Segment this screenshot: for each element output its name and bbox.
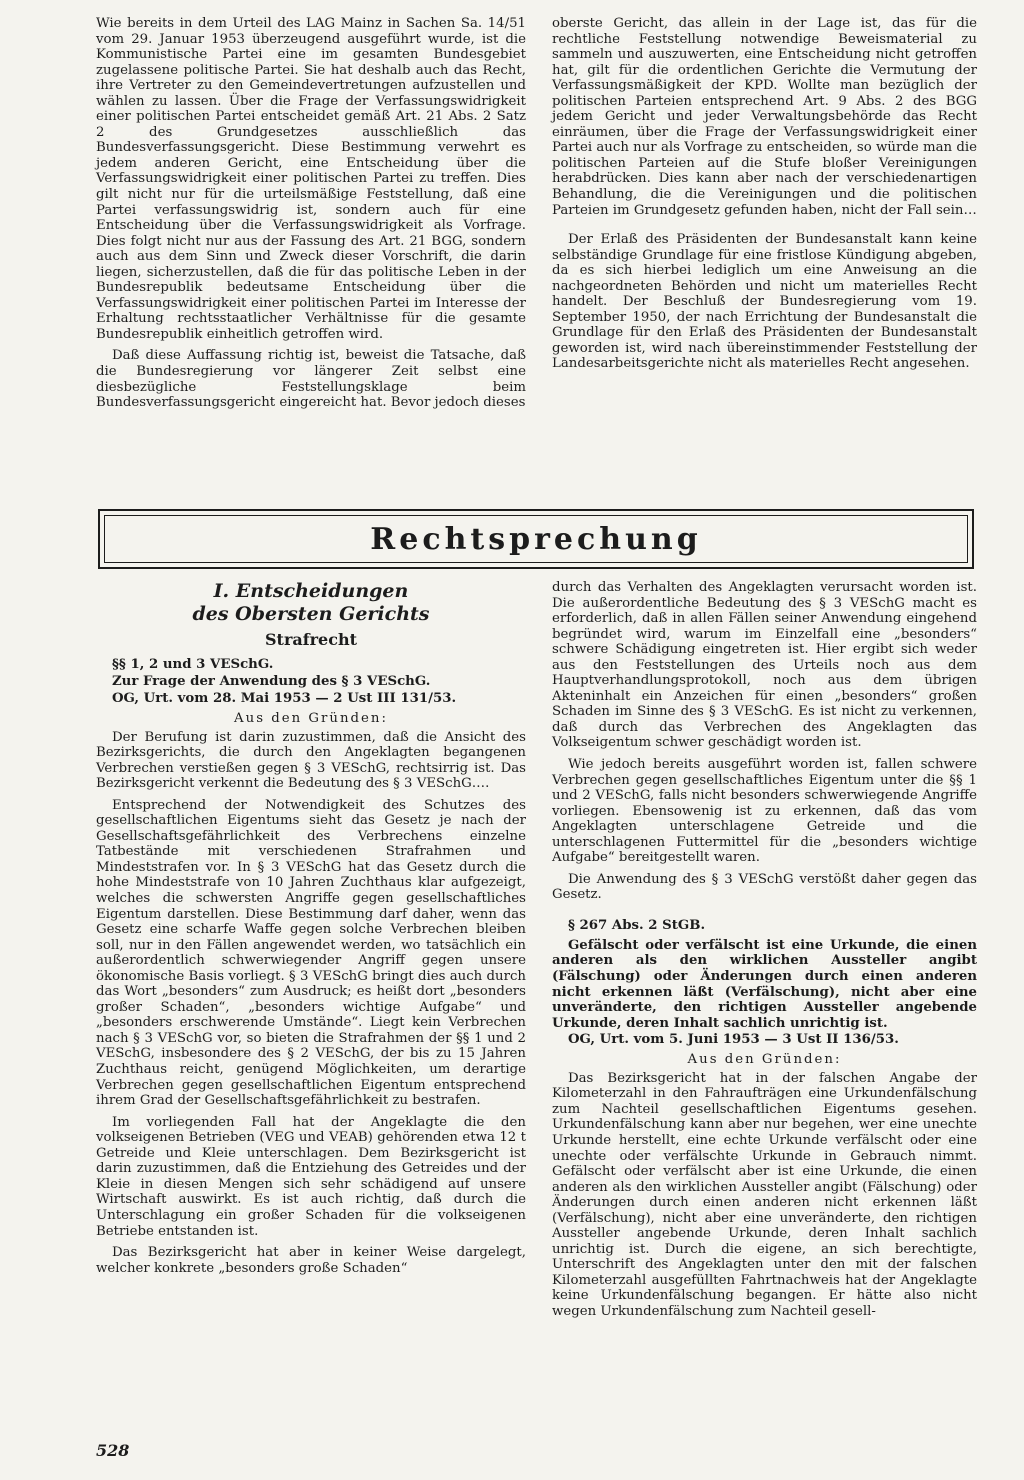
- case-citation: OG, Urt. vom 5. Juni 1953 — 3 Ust II 136/53.: [567, 1032, 899, 1048]
- section-heading-line-1: I. Entscheidungen: [213, 580, 409, 602]
- section-banner: [98, 509, 974, 569]
- body-paragraph: Das Bezirksgericht hat in der falschen Angabe der Kilometerzahl in den Fahraufträgen eine Urkundenfälschung zum Nachteil gesellschaftlichen Eigentums gesehen. Urkundenfälschung kann aber nur begehen, wer eine unechte Urkunde herstellt, eine echte Urkunde verfälscht oder eine unechte oder verfälschte Urkunde in Gebrauch nimmt. Gefälscht oder verfälscht aber ist eine Urkunde, die einen anderen als den wirklichen Aussteller angibt (Fälschung) oder Änderungen durch einen anderen nicht erkennen läßt (Verfälschung), nicht aber eine unveränderte, den richtigen Aussteller angebende Urkunde, deren Inhalt sachlich unrichtig ist. Durch die eigene, an sich berechtigte, Unterschrift des Angeklagten unter den mit der falschen Kilometerzahl ausgefüllten Fahrtnachweis hat der Angeklagte keine Urkundenfälschung begangen. Er hätte also nicht wegen Urkundenfälschung zum Nachteil gesell-: [552, 1070, 977, 1319]
- case-topic: Zur Frage der Anwendung des § 3 VESchG.: [111, 674, 431, 689]
- section-heading-line-2: des Obersten Gerichts: [192, 603, 430, 625]
- top-left-column: [96, 16, 526, 411]
- body-paragraph: Wie bereits in dem Urteil des LAG Mainz in Sachen Sa. 14/51 vom 29. Januar 1953 überzeugend ausgeführt wurde, ist die Kommunistische Partei eine im gesamten Bundesgebiet zugelassene politische Partei. Sie hat deshalb auch das Recht, ihre Vertreter zu den Gemeindevertretungen aufzustellen und wählen zu lassen. Über die Frage der Verfassungswidrigkeit einer politischen Partei entscheidet gemäß Art. 21 Abs. 2 Satz 2 des Grundgesetzes ausschließlich das Bundesverfassungsgericht. Diese Bestimmung verwehrt es jedem anderen Gericht, eine Entscheidung über die Verfassungswidrigkeit einer politischen Partei zu treffen. Dies gilt nicht nur für die urteilsmäßige Feststellung, daß eine Partei verfassungswidrig ist, sondern auch für eine Entscheidung über die Verfassungswidrigkeit als Vorfrage. Dies folgt nicht nur aus der Fassung des Art. 21 BGG, sondern auch aus dem Sinn und Zweck dieser Vorschrift, die darin liegen, sicherzustellen, daß die für das politische Leben in der Bundesrepublik bedeutsame Entscheidung über die Verfassungswidrigkeit einer politischen Partei im Interesse der Erhaltung rechtsstaatlicher Verhältnisse für die gesamte Bundesrepublik einheitlich getroffen wird.: [96, 16, 526, 342]
- case-citation: OG, Urt. vom 28. Mai 1953 — 2 Ust III 131/53.: [111, 691, 457, 706]
- body-paragraph: Die Anwendung des § 3 VESchG verstößt daher gegen das Gesetz.: [552, 871, 977, 903]
- reasons-label: Aus den Gründen:: [687, 1052, 842, 1068]
- body-paragraph: Wie jedoch bereits ausgeführt worden ist, fallen schwere Verbrechen gegen gesellschaftliches Eigentum unter die §§ 1 und 2 VESchG, falls nicht besonders schwerwiegende Angriffe vorliegen. Ebensowenig ist zu erkennen, daß das vom Angeklagten unterschlagene Getreide und die unterschlagenen Futtermittel für die „besonders wichtige Aufgabe“ bereitgestellt waren.: [552, 757, 977, 866]
- body-paragraph: Der Erlaß des Präsidenten der Bundesanstalt kann keine selbständige Grundlage für eine fristlose Kündigung abgeben, da es sich hierbei lediglich um eine Anweisung an die nachgeordneten Behörden und nicht um materielles Recht handelt. Der Beschluß der Bundesregierung vom 19. September 1950, der nach Errichtung der Bundesanstalt die Grundlage für den Erlaß des Präsidenten der Bundesanstalt geworden ist, wird nach übereinstimmender Feststellung der Landesarbeitsgerichte nicht als materielles Recht angesehen.: [552, 232, 977, 372]
- banner-title: Rechtsprechung: [370, 521, 702, 557]
- body-paragraph: Der Berufung ist darin zuzustimmen, daß die Ansicht des Bezirksgerichts, die durch den Angeklagten begangenen Verbrechen verstießen gegen § 3 VESchG, rechtsirrig ist. Das Bezirksgericht verkennt die Bedeutung des § 3 VESchG….: [96, 729, 526, 792]
- body-paragraph: Daß diese Auffassung richtig ist, beweist die Tatsache, daß die Bundesregierung vor längerer Zeit selbst eine diesbezügliche Feststellungsklage beim Bundesverfassungsgericht eingereicht hat. Bevor jedoch dieses: [96, 348, 526, 411]
- body-paragraph: oberste Gericht, das allein in der Lage ist, das für die rechtliche Feststellung notwendige Beweismaterial zu sammeln und auszuwerten, eine Entscheidung nicht getroffen hat, gilt für die ordentlichen Gerichte die Vermutung der Verfassungsmäßigkeit der KPD. Wollte man bezüglich der politischen Parteien entsprechend Art. 9 Abs. 2 des BGG jedem Gericht und jeder Verwaltungsbehörde das Recht einräumen, über die Frage der Verfassungswidrigkeit einer Partei auch nur als Vorfrage zu entscheiden, so würde man die politischen Parteien auf die Stufe bloßer Vereinigungen herabdrücken. Dies kann aber nach der verschiedenartigen Behandlung, die die Vereinigungen und die politischen Parteien im Grundgesetz gefunden haben, nicht der Fall sein…: [552, 16, 977, 218]
- body-paragraph: Entsprechend der Notwendigkeit des Schutzes des gesellschaftlichen Eigentums sieht das Gesetz je nach der Gesellschaftsgefährlichkeit des Verbrechens einzelne Tatbestände mit verschiedenen Strafrahmen und Mindeststrafen vor. In § 3 VESchG hat das Gesetz durch die hohe Mindeststrafe von 10 Jahren Zuchthaus klar aufgezeigt, welches die schwersten Angriffe gegen gesellschaftliches Eigentum darstellen. Diese Bestimmung darf daher, wenn das Gesetz eine scharfe Waffe gegen solche Verbrechen bleiben soll, nur in den Fällen angewendet werden, wo tatsächlich ein außerordentlich schwerwiegender Angriff gegen unsere ökonomische Basis vorliegt. § 3 VESchG bringt dies auch durch das Wort „besonders“ zum Ausdruck; es heißt dort „besonders großer Schaden“, „besonders wichtige Aufgabe“ und „besonders erschwerende Umstände“. Liegt kein Verbrechen nach § 3 VESchG vor, so bieten die Strafrahmen der §§ 1 und 2 VESchG, insbesondere des § 2 VESchG, der bis zu 15 Jahren Zuchthaus reicht, genügend Möglichkeiten, um derartige Verbrechen gegen gesellschaftlichen Eigentum entsprechend ihrem Grad der Gesellschaftsgefährlichkeit zu bestrafen.: [96, 797, 526, 1109]
- body-paragraph: Das Bezirksgericht hat aber in keiner Weise dargelegt, welcher konkrete „besonders große Schaden“: [96, 1245, 526, 1276]
- body-paragraph: Im vorliegenden Fall hat der Angeklagte die den volkseigenen Betrieben (VEG und VEAB) gehörenden etwa 12 t Getreide und Kleie unterschlagen. Dem Bezirksgericht ist darin zuzustimmen, daß die Entziehung des Getreides und der Kleie in diesen Mengen sich sehr schädigend auf unsere Wirtschaft auswirkt. Es ist auch richtig, daß durch die Unterschlagung ein großer Schaden für die volkseigenen Betriebe entstanden ist.: [96, 1114, 526, 1239]
- body-paragraph: durch das Verhalten des Angeklagten verursacht worden ist. Die außerordentliche Bedeutung des § 3 VESchG macht es erforderlich, daß in allen Fällen seiner Anwendung eingehend begründet wird, warum im Einzelfall eine „besonders“ schwere Schädigung eingetreten ist. Hier ergibt sich weder aus den Feststellungen des Urteils noch aus dem Hauptverhandlungsprotokoll, noch aus dem übrigen Akteninhalt ein Anzeichen für einen „besonders“ großen Schaden im Sinne des § 3 VESchG. Es ist nicht zu verkennen, daß durch das Verbrechen des Angeklagten das Volkseigentum schwer geschädigt worden ist.: [552, 580, 977, 751]
- page-number: 528: [96, 1441, 130, 1460]
- bottom-right-column: [552, 580, 977, 1320]
- reasons-label: Aus den Gründen:: [234, 711, 388, 726]
- sub-heading: Strafrecht: [265, 630, 357, 649]
- top-right-column: [552, 16, 977, 372]
- law-reference: §§ 1, 2 und 3 VESchG.: [111, 657, 274, 672]
- law-reference: § 267 Abs. 2 StGB.: [567, 917, 706, 933]
- bottom-left-column: [96, 580, 526, 1276]
- banner-inner-frame: [104, 515, 968, 563]
- section-heading: [96, 580, 526, 626]
- headnote: Gefälscht oder verfälscht ist eine Urkunde, die einen anderen als den wirklichen Aussteller angibt (Fälschung) oder Änderungen durch einen anderen nicht erkennen läßt (Verfälschung), nicht aber eine unveränderte, den richtigen Aussteller angebende Urkunde, deren Inhalt sachlich unrichtig ist.: [552, 937, 977, 1031]
